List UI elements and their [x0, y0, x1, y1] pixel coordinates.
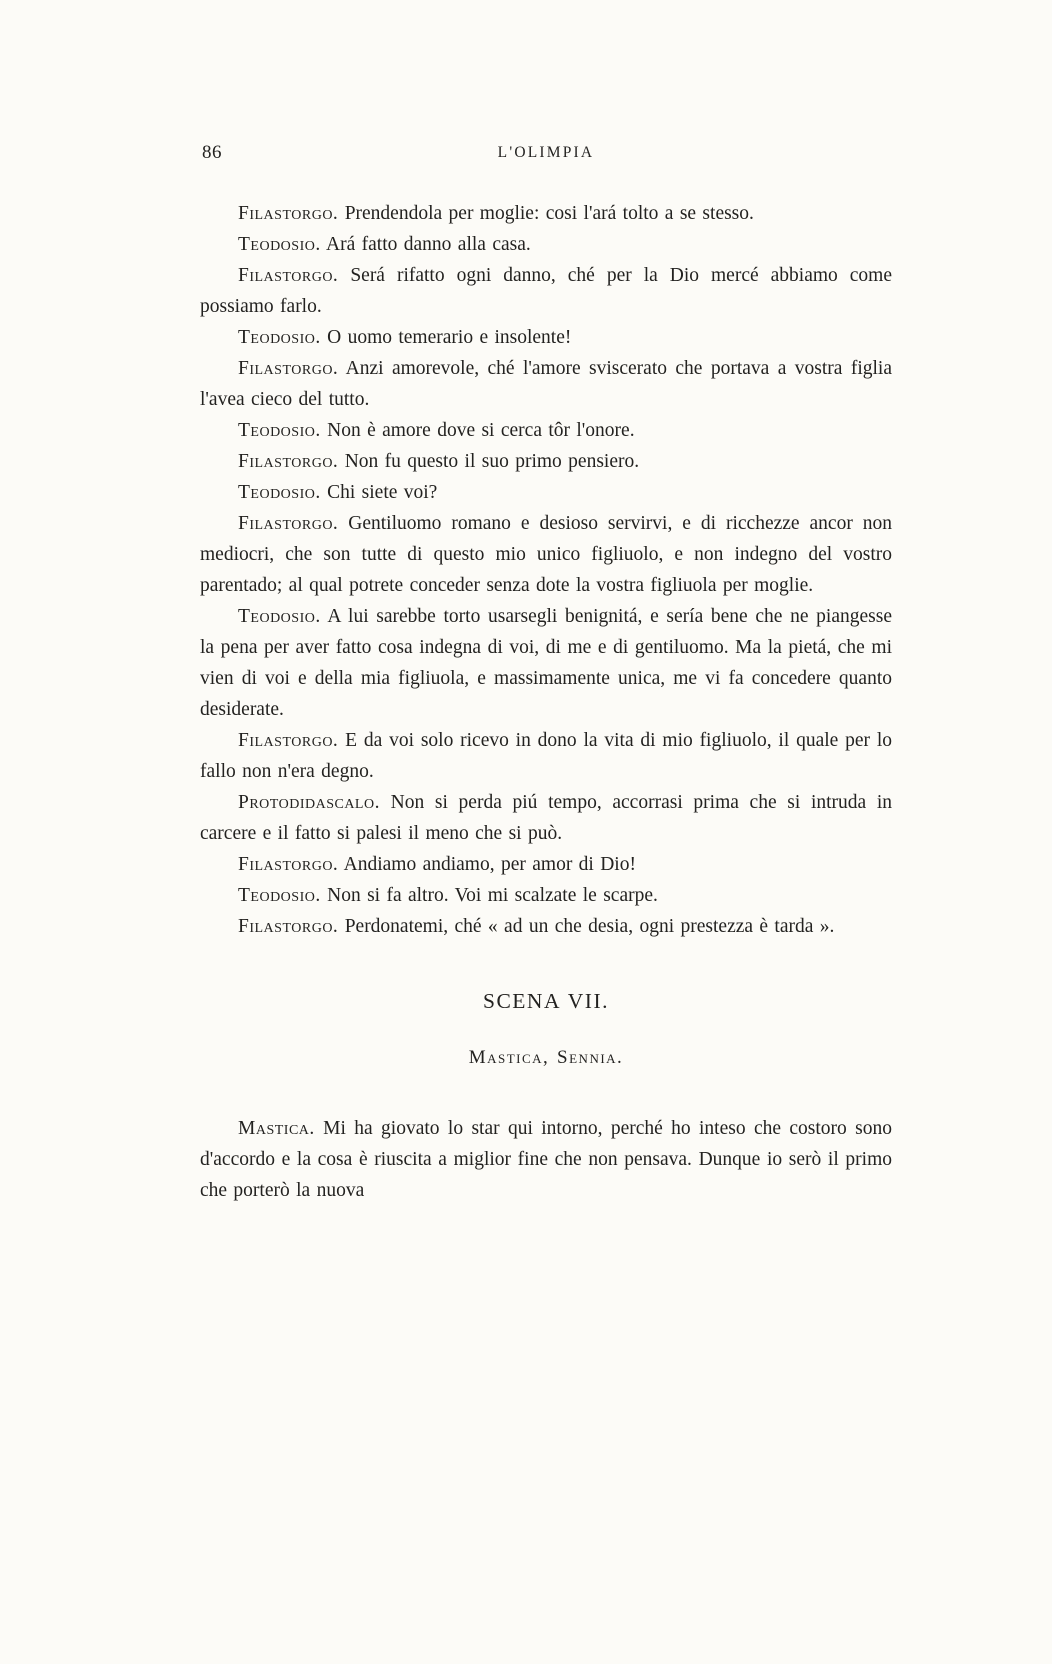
speaker-name: Filastorgo.	[238, 730, 339, 751]
page-number: 86	[202, 142, 222, 163]
dialogue-text: Ará fatto danno alla casa.	[326, 234, 531, 255]
dialogue-text: Andiamo andiamo, per amor di Dio!	[343, 854, 636, 875]
speaker-name: Teodosio.	[238, 327, 321, 348]
speaker-name: Mastica.	[238, 1118, 315, 1139]
dialogue-line	[200, 601, 892, 725]
speaker-name: Protodidascalo.	[238, 792, 380, 813]
dialogue-line	[200, 849, 892, 880]
dialogue-text: E da voi solo ricevo in dono la vita di mio figliuolo, il quale per lo fallo non n'era degno.	[200, 730, 893, 782]
dialogue-line	[200, 1113, 892, 1206]
dialogue-line	[200, 508, 892, 601]
dialogue-line	[200, 198, 892, 229]
speaker-name: Teodosio.	[238, 606, 321, 627]
dialogue-line	[200, 725, 892, 787]
running-header	[200, 142, 892, 166]
dialogue-line	[200, 353, 892, 415]
scene-heading-characters: Mastica, Sennia.	[468, 1047, 624, 1068]
dialogue-line	[200, 415, 892, 446]
dialogue-text: Gentiluomo romano e desioso servirvi, e di ricchezze ancor non mediocri, che son tutte di questo mio unico figliuolo, e non indegno del vostro parentado; al qual potrete conceder senza dote la vostra figliuola per moglie.	[200, 513, 893, 596]
dialogue-text: Anzi amorevole, ché l'amore sviscerato che portava a vostra figlia l'avea cieco del tutto.	[200, 358, 892, 410]
speaker-name: Filastorgo.	[238, 203, 339, 224]
running-title: L'OLIMPIA	[497, 144, 595, 161]
speaker-name: Filastorgo.	[238, 358, 339, 379]
dialogue-line	[200, 880, 892, 911]
speaker-name: Filastorgo.	[238, 916, 339, 937]
speaker-name: Teodosio.	[238, 885, 321, 906]
dialogue-text: Perdonatemi, ché « ad un che desia, ogni prestezza è tarda ».	[344, 916, 835, 937]
speaker-name: Teodosio.	[238, 234, 321, 255]
dialogue-text: Non si perda piú tempo, accorrasi prima che si intruda in carcere e il fatto si palesi il meno che si può.	[200, 792, 893, 844]
dialogue-line	[200, 477, 892, 508]
dialogue-text: Será rifatto ogni danno, ché per la Dio mercé abbiamo come possiamo farlo.	[200, 265, 893, 317]
dialogue-text: O uomo temerario e insolente!	[327, 327, 572, 348]
speaker-name: Teodosio.	[238, 482, 321, 503]
dialogue-text: Non è amore dove si cerca tôr l'onore.	[327, 420, 635, 441]
dialogue-text: A lui sarebbe torto usarsegli benignitá, e sería bene che ne piangesse la pena per aver fatto cosa indegna di voi, di me e di gentiluomo. Ma la pietá, che mi vien di voi e della mia figliuola, e massimamente unica, me vi fa concedere quanto desiderate.	[200, 606, 892, 720]
dialogue-line	[200, 322, 892, 353]
dialogue-text: Non si fa altro. Voi mi scalzate le scarpe.	[327, 885, 658, 906]
speaker-name: Teodosio.	[238, 420, 321, 441]
speaker-name: Filastorgo.	[238, 451, 339, 472]
dialogue-text: Prendendola per moglie: cosi l'ará tolto a se stesso.	[344, 203, 754, 224]
dialogue-line	[200, 229, 892, 260]
speaker-name: Filastorgo.	[238, 854, 339, 875]
dialogue-text: Non fu questo il suo primo pensiero.	[344, 451, 640, 472]
text-block	[200, 142, 892, 1206]
dialogue-line	[200, 911, 892, 942]
speaker-name: Filastorgo.	[238, 265, 339, 286]
dialogue-text: Chi siete voi?	[327, 482, 438, 503]
speaker-name: Filastorgo.	[238, 513, 339, 534]
dialogue-line	[200, 787, 892, 849]
dialogue-text: Mi ha giovato lo star qui intorno, perché ho inteso che costoro sono d'accordo e la cosa è riuscita a miglior fine che non pensava. Dunque io serò il primo che porterò la nuova	[200, 1118, 892, 1201]
dialogue-line	[200, 260, 892, 322]
dialogue-line	[200, 446, 892, 477]
scene-heading-title: SCENA VII.	[482, 989, 609, 1013]
